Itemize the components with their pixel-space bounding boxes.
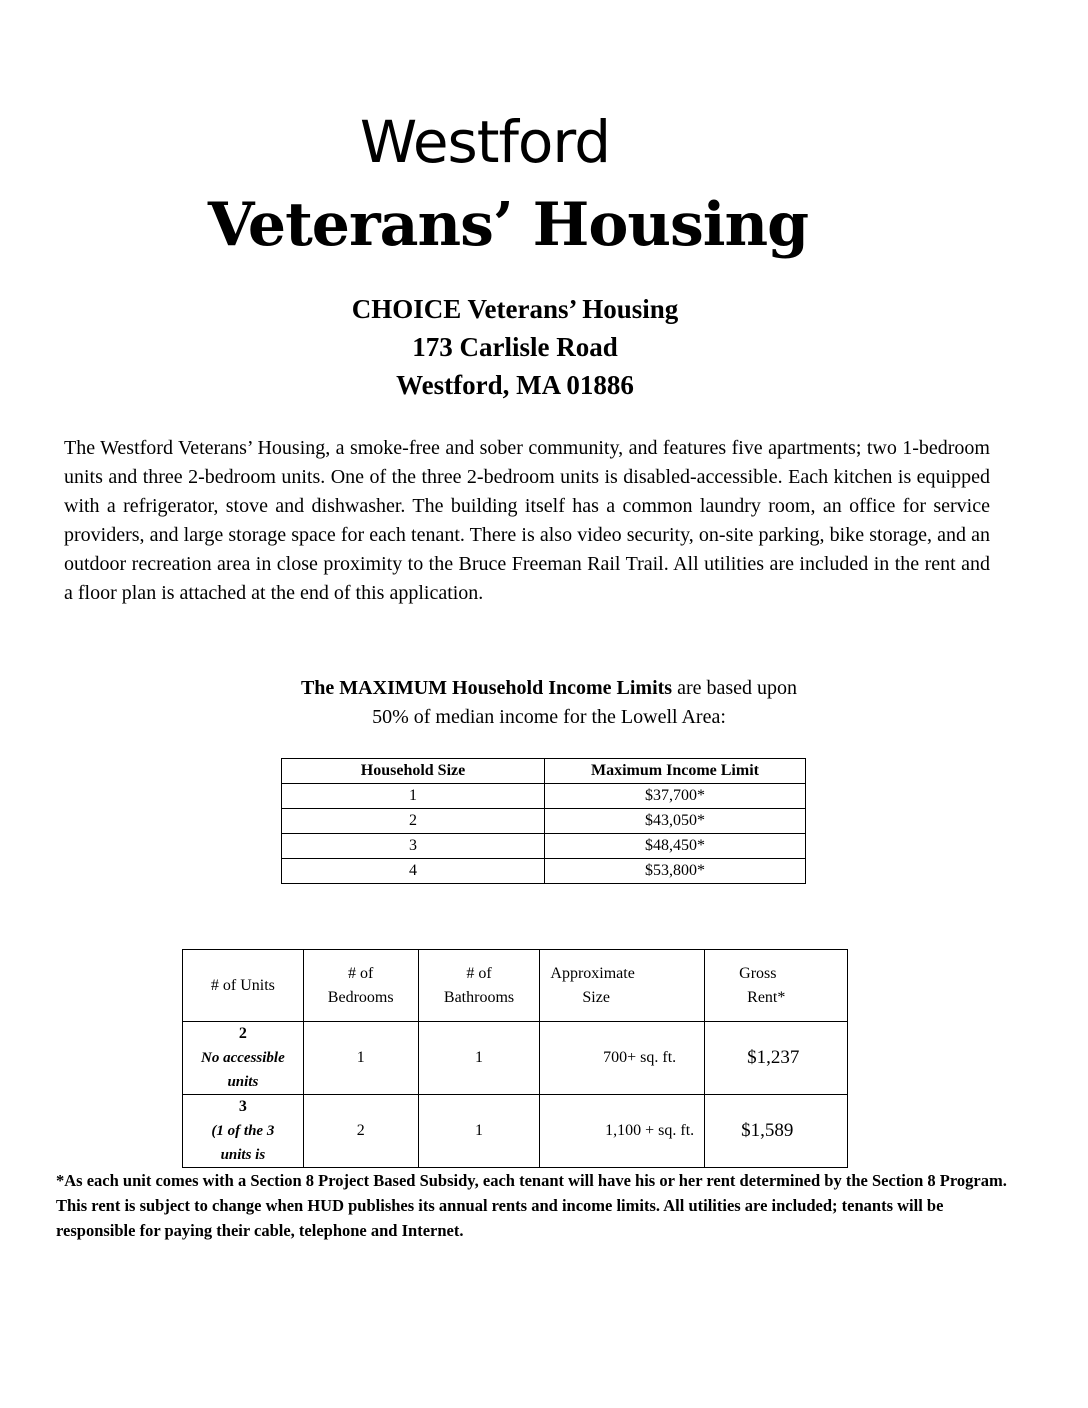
units-table — [182, 949, 848, 1168]
header-size-line2: Size — [582, 988, 610, 1006]
household-size-cell: 3 — [282, 834, 545, 859]
units-cell — [183, 1095, 304, 1168]
address-line-3: Westford, MA 01886 — [396, 370, 634, 400]
household-size-cell: 2 — [282, 809, 545, 834]
unit-note-line2: units — [227, 1074, 259, 1090]
income-limit-cell: $37,700* — [545, 784, 806, 809]
income-caption-bold: The MAXIMUM Household Income Limits — [300, 677, 673, 699]
header-bedrooms-line2: Bedrooms — [327, 988, 394, 1006]
units-cell — [183, 1022, 304, 1095]
bathrooms-cell: 1 — [418, 1095, 540, 1168]
header-size — [540, 950, 705, 1022]
table-row — [183, 1095, 848, 1168]
header-size-line1: Approximate — [550, 964, 635, 982]
table-row — [282, 784, 806, 809]
rent-cell: $1,589 — [705, 1095, 848, 1168]
table-row — [282, 834, 806, 859]
unit-count: 2 — [238, 1025, 247, 1042]
title-line-2: Veterans’ Housing — [207, 190, 809, 260]
header-rent-line2: Rent* — [747, 988, 786, 1006]
header-max-income: Maximum Income Limit — [545, 759, 806, 784]
address-line-2: 173 Carlisle Road — [412, 332, 618, 362]
header-rent-line1: Gross — [739, 964, 777, 982]
size-cell: 700+ sq. ft. — [540, 1022, 705, 1095]
header-units: # of Units — [183, 950, 304, 1022]
table-header-row — [183, 950, 848, 1022]
income-limit-cell: $48,450* — [545, 834, 806, 859]
household-size-cell: 4 — [282, 859, 545, 884]
table-header-row — [282, 759, 806, 784]
household-size-cell: 1 — [282, 784, 545, 809]
bedrooms-cell: 2 — [303, 1095, 418, 1168]
income-caption-rest: are based upon — [672, 677, 798, 699]
bedrooms-cell: 1 — [303, 1022, 418, 1095]
bathrooms-cell: 1 — [418, 1022, 540, 1095]
income-limit-cell: $53,800* — [545, 859, 806, 884]
size-cell: 1,100 + sq. ft. — [540, 1095, 705, 1168]
unit-note-line1: (1 of the 3 — [211, 1123, 275, 1139]
rent-cell: $1,237 — [705, 1022, 848, 1095]
header-bathrooms-line1: # of — [466, 964, 492, 982]
header-bedrooms-line1: # of — [348, 964, 374, 982]
table-row — [282, 809, 806, 834]
income-limits-table — [281, 758, 806, 884]
income-caption — [0, 674, 1088, 732]
unit-note-line2: units is — [220, 1147, 266, 1163]
address-line-1: CHOICE Veterans’ Housing — [351, 294, 679, 324]
header-bathrooms — [418, 950, 540, 1022]
unit-note-line1: No accessible — [201, 1050, 285, 1066]
rent-footnote: *As each unit comes with a Section 8 Project Based Subsidy, each tenant will have his or her rent determined by the Section 8 Program. This rent is subject to change when HUD publishes its annual rents and income limits. All utilities are included; tenants will be responsible for paying their cable, telephone and Internet. — [56, 1171, 1007, 1240]
header-rent — [705, 950, 848, 1022]
unit-count: 3 — [238, 1098, 247, 1115]
intro-paragraph: The Westford Veterans’ Housing, a smoke-free and sober community, and features five apartments; two 1-bedroom units and three 2-bedroom units. One of the three 2-bedroom units is disabled-accessible. Each kitchen is equipped with a refrigerator, stove and dishwasher. The building itself has a common laundry room, an office for service providers, and large storage space for each tenant. There is also video security, on-site parking, bike storage, and an outdoor recreation area in close proximity to the Bruce Freeman Rail Trail. All utilities are included in the rent and a floor plan is attached at the end of this application. — [64, 437, 990, 604]
table-row — [183, 1022, 848, 1095]
header-bathrooms-line2: Bathrooms — [443, 988, 515, 1006]
header-bedrooms — [303, 950, 418, 1022]
title-line-1: Westford — [359, 108, 611, 176]
table-row — [282, 859, 806, 884]
income-caption-line2: 50% of median income for the Lowell Area: — [372, 706, 726, 728]
income-limit-cell: $43,050* — [545, 809, 806, 834]
header-household-size: Household Size — [282, 759, 545, 784]
